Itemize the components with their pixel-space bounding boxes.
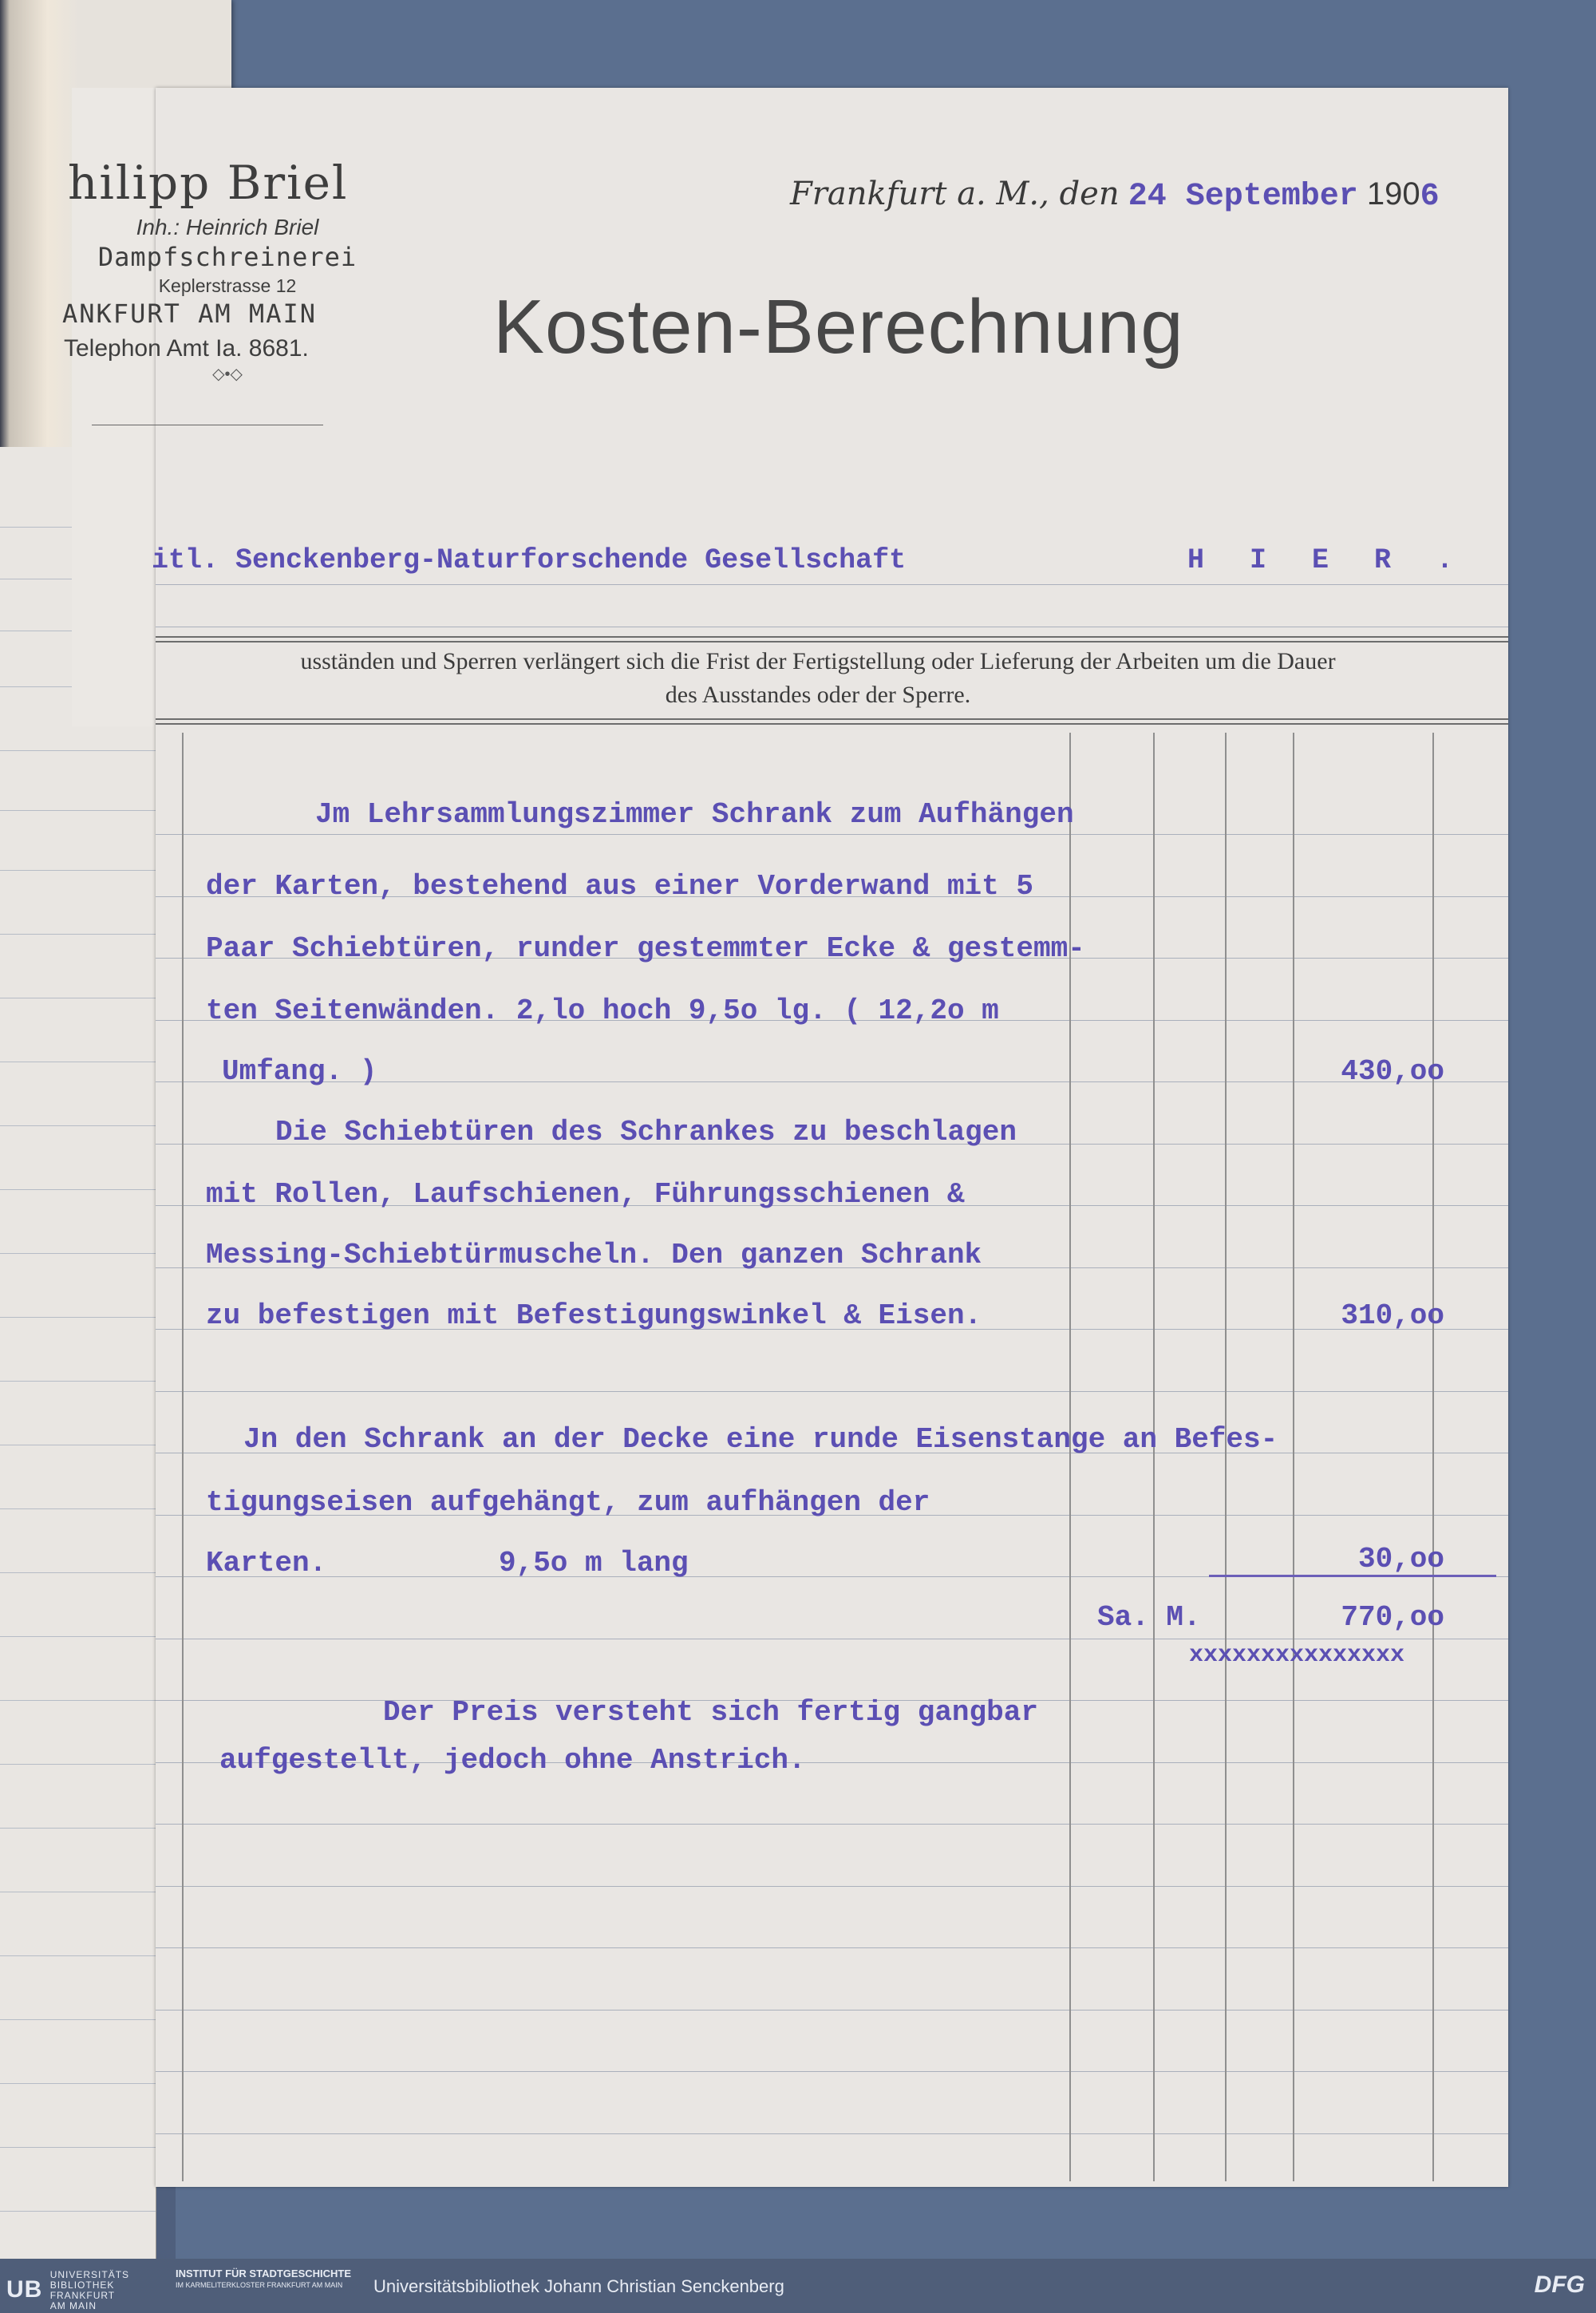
ornament-icon: ◇•◇ [212, 366, 243, 383]
ub-logo-mark: UB [6, 2275, 43, 2303]
total-label: Sa. M. [1097, 1601, 1201, 1634]
company-trade: Dampfschreinerei [97, 242, 358, 272]
item-line: Messing-Schiebtürmuscheln. Den ganzen Schrank [206, 1239, 982, 1271]
item-line: Jm Lehrsammlungszimmer Schrank zum Aufhängen [315, 798, 1074, 831]
clause-top-rule [156, 636, 1508, 642]
item-line: Karten. [206, 1547, 327, 1580]
company-name: hilipp Briel [68, 156, 349, 210]
dateline-date: 24 September [1128, 179, 1358, 215]
addressee-rule [156, 584, 1508, 585]
clause-bottom-rule [156, 718, 1508, 725]
archive-footer [0, 2259, 1596, 2313]
item-line: Umfang. ) [222, 1055, 377, 1088]
item-line: der Karten, bestehend aus einer Vorderwand mit 5 [206, 870, 1033, 903]
item-line: ten Seitenwänden. 2,lo hoch 9,5o lg. ( 12,2o m [206, 994, 999, 1027]
item-amount: 310,oo [1341, 1299, 1444, 1332]
ub-logo-text: UNIVERSITÄTS BIBLIOTHEK FRANKFURT AM MAIN [49, 2269, 130, 2311]
letterhead [40, 156, 415, 384]
ruled-line [156, 1824, 1508, 1825]
clause-line-2: des Ausstandes oder der Sperre. [665, 682, 971, 708]
ruled-line [156, 1391, 1508, 1392]
item-amount: 430,oo [1341, 1055, 1444, 1088]
column-line [182, 733, 184, 2181]
document-title: Kosten-Berechnung [493, 284, 1184, 370]
company-city: ANKFURT AM MAIN [62, 299, 317, 329]
ruled-line [156, 2010, 1508, 2011]
item-line: Jn den Schrank an der Decke eine runde Eisenstange an Befes- [243, 1423, 1278, 1456]
dfg-logo: DFG [1534, 2271, 1585, 2298]
column-line [1432, 733, 1434, 2181]
note-line: aufgestellt, jedoch ohne Anstrich. [219, 1744, 806, 1777]
isg-logo [176, 2268, 351, 2291]
item-line: tigungseisen aufgehängt, zum aufhängen der [206, 1486, 930, 1519]
item-line: mit Rollen, Laufschienen, Führungsschienen & [206, 1178, 965, 1211]
ub-logo [6, 2269, 130, 2311]
column-line [1153, 733, 1155, 2181]
note-line: Der Preis versteht sich fertig gangbar [383, 1696, 1038, 1729]
column-line [1225, 733, 1227, 2181]
strike-clause [156, 645, 1480, 712]
dateline [790, 176, 1440, 215]
ruled-line [156, 2133, 1508, 2134]
addressee-location: H I E R . [1187, 544, 1468, 576]
addressee: itl. Senckenberg-Naturforschende Gesellschaft [152, 544, 907, 576]
dateline-year-suffix: 6 [1420, 179, 1440, 215]
ruled-line [156, 2071, 1508, 2072]
dateline-year-prefix: 190 [1366, 176, 1420, 212]
library-name: Universitätsbibliothek Johann Christian Senckenberg [373, 2276, 784, 2296]
item-amount: 30,oo [1357, 1543, 1444, 1576]
clause-line-1: usständen und Sperren verlängert sich die Frist der Fertigstellung oder Lieferung der Arbeiten um die Dauer [300, 648, 1336, 674]
company-owner: Inh.: Heinrich Briel [136, 215, 319, 239]
isg-logo-subtext: IM KARMELITERKLOSTER FRANKFURT AM MAIN [176, 2281, 343, 2289]
total-value: 770,oo [1341, 1601, 1444, 1634]
item-line: Paar Schiebtüren, runder gestemmter Ecke & gestemm- [206, 932, 1085, 965]
company-phone: Telephon Amt Ia. 8681. [64, 335, 309, 362]
ruled-line [156, 834, 1508, 835]
ruled-line [156, 1886, 1508, 1887]
isg-logo-text: INSTITUT FÜR STADTGESCHICHTE [176, 2268, 352, 2279]
dateline-place: Frankfurt a. M., den [790, 176, 1120, 212]
company-street: Keplerstrasse 12 [158, 275, 297, 296]
total-underline: xxxxxxxxxxxxxxx [1189, 1642, 1405, 1669]
item-line: Die Schiebtüren des Schrankes zu beschlagen [275, 1116, 1017, 1149]
column-line [1293, 733, 1294, 2181]
item-line: zu befestigen mit Befestigungswinkel & Eisen. [206, 1299, 982, 1332]
item-line: 9,5o m lang [499, 1547, 689, 1580]
ruled-line [156, 1947, 1508, 1948]
